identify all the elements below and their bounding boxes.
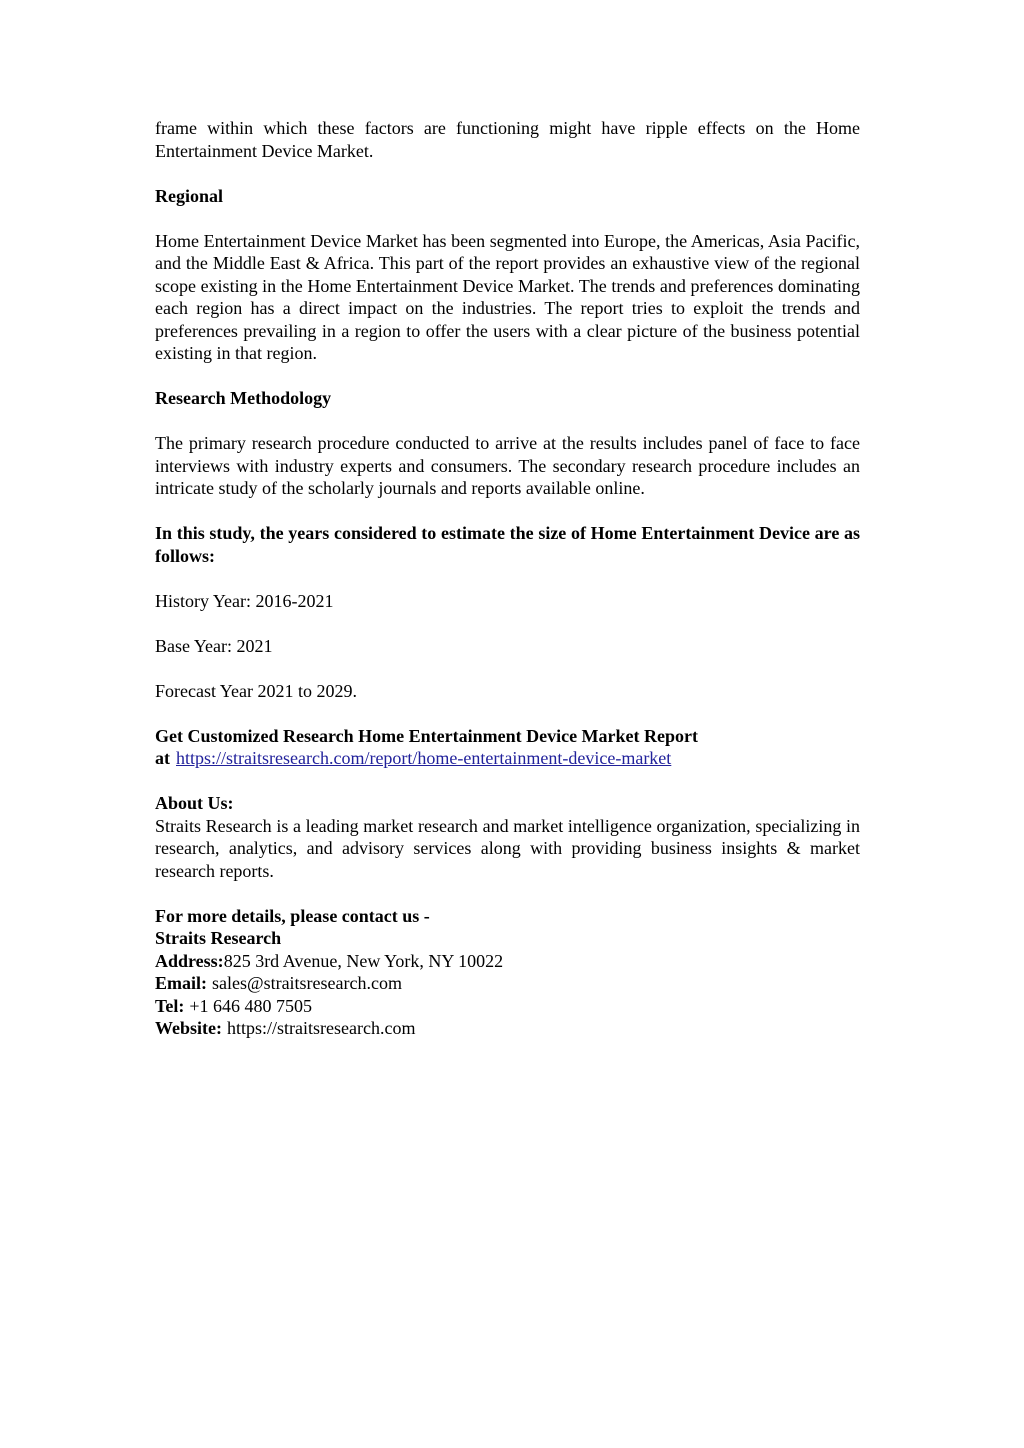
email-label: Email: [155,973,207,993]
about-us-heading: About Us: [155,793,234,813]
study-years-heading: In this study, the years considered to estimate the size of Home Entertainment Device are as follows: [155,523,860,566]
address-value: 825 3rd Avenue, New York, NY 10022 [223,950,504,971]
contact-tel-line [155,995,860,1018]
email-value: sales@straitsresearch.com [212,973,403,993]
intro-paragraph: frame within which these factors are functioning might have ripple effects on the Home Entertainment Device Market. [155,118,860,161]
report-url-link[interactable]: https://straitsresearch.com/report/home-entertainment-device-market [176,748,672,768]
contact-email-line [155,972,860,995]
regional-heading: Regional [155,185,224,206]
address-label: Address: [155,950,224,971]
about-us-body: Straits Research is a leading market research and market intelligence organization, specializing in research, analytics, and advisory services along with providing business insights & market research reports. [155,815,860,881]
customized-report-block [155,725,860,770]
customized-report-at-label: at [155,748,170,768]
contact-website-line [155,1017,860,1040]
contact-address-line [155,950,860,973]
research-methodology-heading: Research Methodology [155,388,332,408]
tel-value: +1 646 480 7505 [189,995,312,1016]
website-label: Website: [155,1018,222,1038]
forecast-year-line: Forecast Year 2021 to 2029. [155,680,357,701]
contact-company-name: Straits Research [155,928,282,948]
about-us-block [155,792,860,882]
website-value: https://straitsresearch.com [227,1018,416,1038]
customized-report-title: Get Customized Research Home Entertainment Device Market Report [155,725,699,746]
contact-heading: For more details, please contact us - [155,905,430,926]
base-year-line: Base Year: 2021 [155,635,273,656]
methodology-paragraph: The primary research procedure conducted to arrive at the results includes panel of face to face interviews with industry experts and consumers. The secondary research procedure includes an intricate study of the scholarly journals and reports available online. [155,433,860,498]
history-year-line: History Year: 2016-2021 [155,590,334,611]
regional-paragraph: Home Entertainment Device Market has been segmented into Europe, the Americas, Asia Pacific, and the Middle East & Africa. This part of the report provides an exhaustive view of the regional scope existing in the Home Entertainment Device Market. The trends and preferences dominating each region has a direct impact on the industries. The report tries to exploit the trends and preferences prevailing in a region to offer the users with a clear picture of the business potential existing in that region. [155,230,860,363]
contact-block [155,905,860,1040]
tel-label: Tel: [155,995,185,1016]
